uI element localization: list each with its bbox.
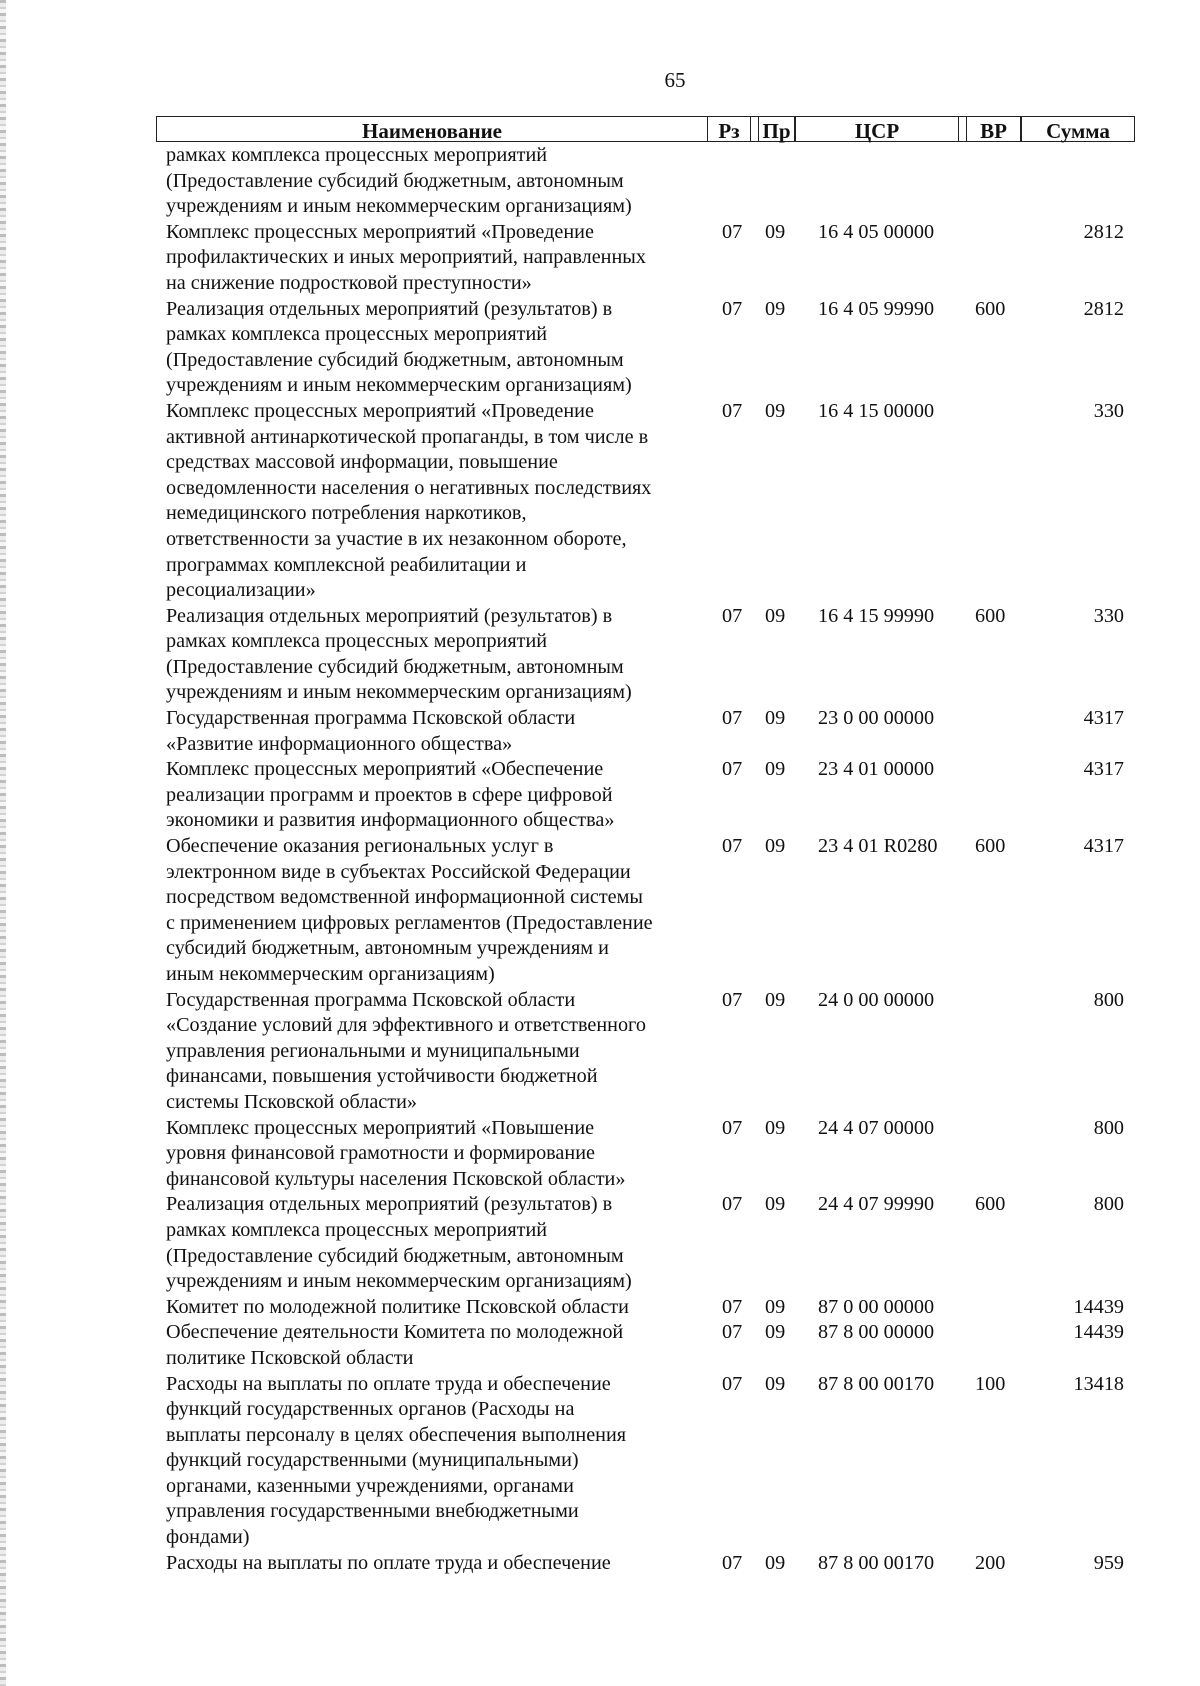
table-row <box>0 399 1200 604</box>
row-name: Комитет по молодежной политике Псковской области <box>166 1295 629 1318</box>
row-rz: 07 <box>722 758 743 781</box>
row-name: Расходы на выплаты по оплате труда и обеспечение <box>166 1551 611 1574</box>
table-row <box>0 988 1200 1116</box>
row-rz: 07 <box>722 220 743 243</box>
table-row <box>0 706 1200 757</box>
row-name: Комплекс процессных мероприятий «Проведение профилактических и иных мероприятий, направленных на снижение подростковой преступности» <box>166 220 646 294</box>
row-name: Комплекс процессных мероприятий «Проведение активной антинаркотической пропаганды, в том числе в средствах массовой информации, повышение осведомленности населения о негативных последствиях немедицинского потребления наркотиков, ответственности за участие в их незаконном обороте, программах комплексной реабилитации и ресоциализации» <box>166 399 652 602</box>
page-number: 65 <box>664 68 686 92</box>
header-gap <box>959 116 966 142</box>
row-pr: 09 <box>765 988 786 1011</box>
row-rz: 07 <box>722 604 743 627</box>
table-row <box>0 1116 1200 1193</box>
row-sum: 14439 <box>1073 1295 1124 1318</box>
row-name: Комплекс процессных мероприятий «Обеспечение реализации программ и проектов в сфере цифровой экономики и развития информационного общества» <box>166 758 615 832</box>
row-vr: 600 <box>975 835 1006 858</box>
row-rz: 07 <box>722 1116 743 1139</box>
row-pr: 09 <box>765 399 786 422</box>
row-rz: 07 <box>722 988 743 1011</box>
header-vr: ВР <box>966 116 1021 142</box>
row-pr: 09 <box>765 835 786 858</box>
row-csr: 23 0 00 00000 <box>818 707 935 730</box>
row-name: рамках комплекса процессных мероприятий (Предоставление субсидий бюджетным, автономным учреждениям и иным некоммерческим организациям) <box>166 144 632 218</box>
row-rz: 07 <box>722 1295 743 1318</box>
table-row <box>0 297 1200 399</box>
row-vr: 100 <box>975 1372 1006 1395</box>
row-csr: 23 4 01 00000 <box>818 758 935 781</box>
row-vr: 200 <box>975 1551 1006 1574</box>
row-csr: 16 4 15 99990 <box>818 604 935 627</box>
header-gap <box>751 116 758 142</box>
row-pr: 09 <box>765 604 786 627</box>
row-pr: 09 <box>765 1116 786 1139</box>
row-vr: 600 <box>975 1193 1006 1216</box>
header-rz: Рз <box>707 116 751 142</box>
row-vr: 600 <box>975 604 1006 627</box>
row-pr: 09 <box>765 1295 786 1318</box>
row-pr: 09 <box>765 297 786 320</box>
row-sum: 13418 <box>1073 1372 1124 1395</box>
row-rz: 07 <box>722 297 743 320</box>
row-name: Государственная программа Псковской области «Развитие информационного общества» <box>166 707 576 755</box>
table-row <box>0 1372 1200 1551</box>
header-csr: ЦСР <box>795 116 959 142</box>
row-csr: 87 0 00 00000 <box>818 1295 935 1318</box>
row-name: Реализация отдельных мероприятий (результатов) в рамках комплекса процессных мероприятий (Предоставление субсидий бюджетным, автономным учреждениям и иным некоммерческим организациям) <box>166 604 632 704</box>
row-csr: 16 4 15 00000 <box>818 399 935 422</box>
row-csr: 87 8 00 00000 <box>818 1321 935 1344</box>
row-sum: 14439 <box>1073 1321 1124 1344</box>
row-rz: 07 <box>722 707 743 730</box>
row-rz: 07 <box>722 1193 743 1216</box>
row-sum: 4317 <box>1083 835 1124 858</box>
row-pr: 09 <box>765 1321 786 1344</box>
row-name: Реализация отдельных мероприятий (результатов) в рамках комплекса процессных мероприятий (Предоставление субсидий бюджетным, автономным учреждениям и иным некоммерческим организациям) <box>166 297 632 397</box>
row-rz: 07 <box>722 835 743 858</box>
row-pr: 09 <box>765 758 786 781</box>
table-row <box>0 757 1200 834</box>
row-name: Комплекс процессных мероприятий «Повышение уровня финансовой грамотности и формирование финансовой культуры населения Псковской области» <box>166 1116 626 1190</box>
row-csr: 24 4 07 99990 <box>818 1193 935 1216</box>
table-row <box>0 143 1200 220</box>
row-name: Государственная программа Псковской области «Создание условий для эффективного и ответственного управления региональными и муниципальными финансами, повышения устойчивости бюджетной системы Псковской области» <box>166 988 646 1113</box>
table-row <box>0 1295 1200 1321</box>
row-sum: 800 <box>1093 1116 1124 1139</box>
row-sum: 4317 <box>1083 758 1124 781</box>
row-pr: 09 <box>765 707 786 730</box>
header-sum: Сумма <box>1021 116 1135 142</box>
table-row <box>0 1320 1200 1371</box>
row-rz: 07 <box>722 399 743 422</box>
row-csr: 87 8 00 00170 <box>818 1551 935 1574</box>
row-pr: 09 <box>765 1372 786 1395</box>
row-csr: 24 0 00 00000 <box>818 988 935 1011</box>
row-csr: 87 8 00 00170 <box>818 1372 935 1395</box>
table-body <box>0 143 1200 1576</box>
header-pr: Пр <box>758 116 795 142</box>
row-sum: 2812 <box>1083 220 1124 243</box>
row-pr: 09 <box>765 1193 786 1216</box>
row-rz: 07 <box>722 1551 743 1574</box>
row-sum: 959 <box>1093 1551 1124 1574</box>
row-rz: 07 <box>722 1372 743 1395</box>
row-pr: 09 <box>765 220 786 243</box>
row-name: Расходы на выплаты по оплате труда и обеспечение функций государственных органов (Расходы на выплаты персоналу в целях обеспечения выполнения функций государственными (муниципальными) органами, казенными учреждениями, органами управления государственными внебюджетными фондами) <box>166 1372 627 1549</box>
table-row <box>0 604 1200 706</box>
table-row <box>0 834 1200 988</box>
row-sum: 800 <box>1093 988 1124 1011</box>
row-sum: 330 <box>1093 604 1124 627</box>
row-csr: 16 4 05 99990 <box>818 297 935 320</box>
row-csr: 24 4 07 00000 <box>818 1116 935 1139</box>
row-csr: 23 4 01 R0280 <box>818 835 938 858</box>
table-row <box>0 1192 1200 1294</box>
row-name: Обеспечение оказания региональных услуг в электронном виде в субъектах Российской Федерации посредством ведомственной информационной системы с применением цифровых регламентов (Предоставление субсидий бюджетным, автономным учреждениям и иным некоммерческим организациям) <box>166 835 653 985</box>
row-sum: 4317 <box>1083 707 1124 730</box>
row-sum: 800 <box>1093 1193 1124 1216</box>
table-row <box>0 220 1200 297</box>
row-sum: 330 <box>1093 399 1124 422</box>
row-name: Реализация отдельных мероприятий (результатов) в рамках комплекса процессных мероприятий (Предоставление субсидий бюджетным, автономным учреждениям и иным некоммерческим организациям) <box>166 1193 632 1293</box>
row-vr: 600 <box>975 297 1006 320</box>
row-rz: 07 <box>722 1321 743 1344</box>
row-name: Обеспечение деятельности Комитета по молодежной политике Псковской области <box>166 1321 624 1369</box>
table-row <box>0 1551 1200 1577</box>
row-sum: 2812 <box>1083 297 1124 320</box>
row-pr: 09 <box>765 1551 786 1574</box>
row-csr: 16 4 05 00000 <box>818 220 935 243</box>
header-name: Наименование <box>156 116 708 142</box>
